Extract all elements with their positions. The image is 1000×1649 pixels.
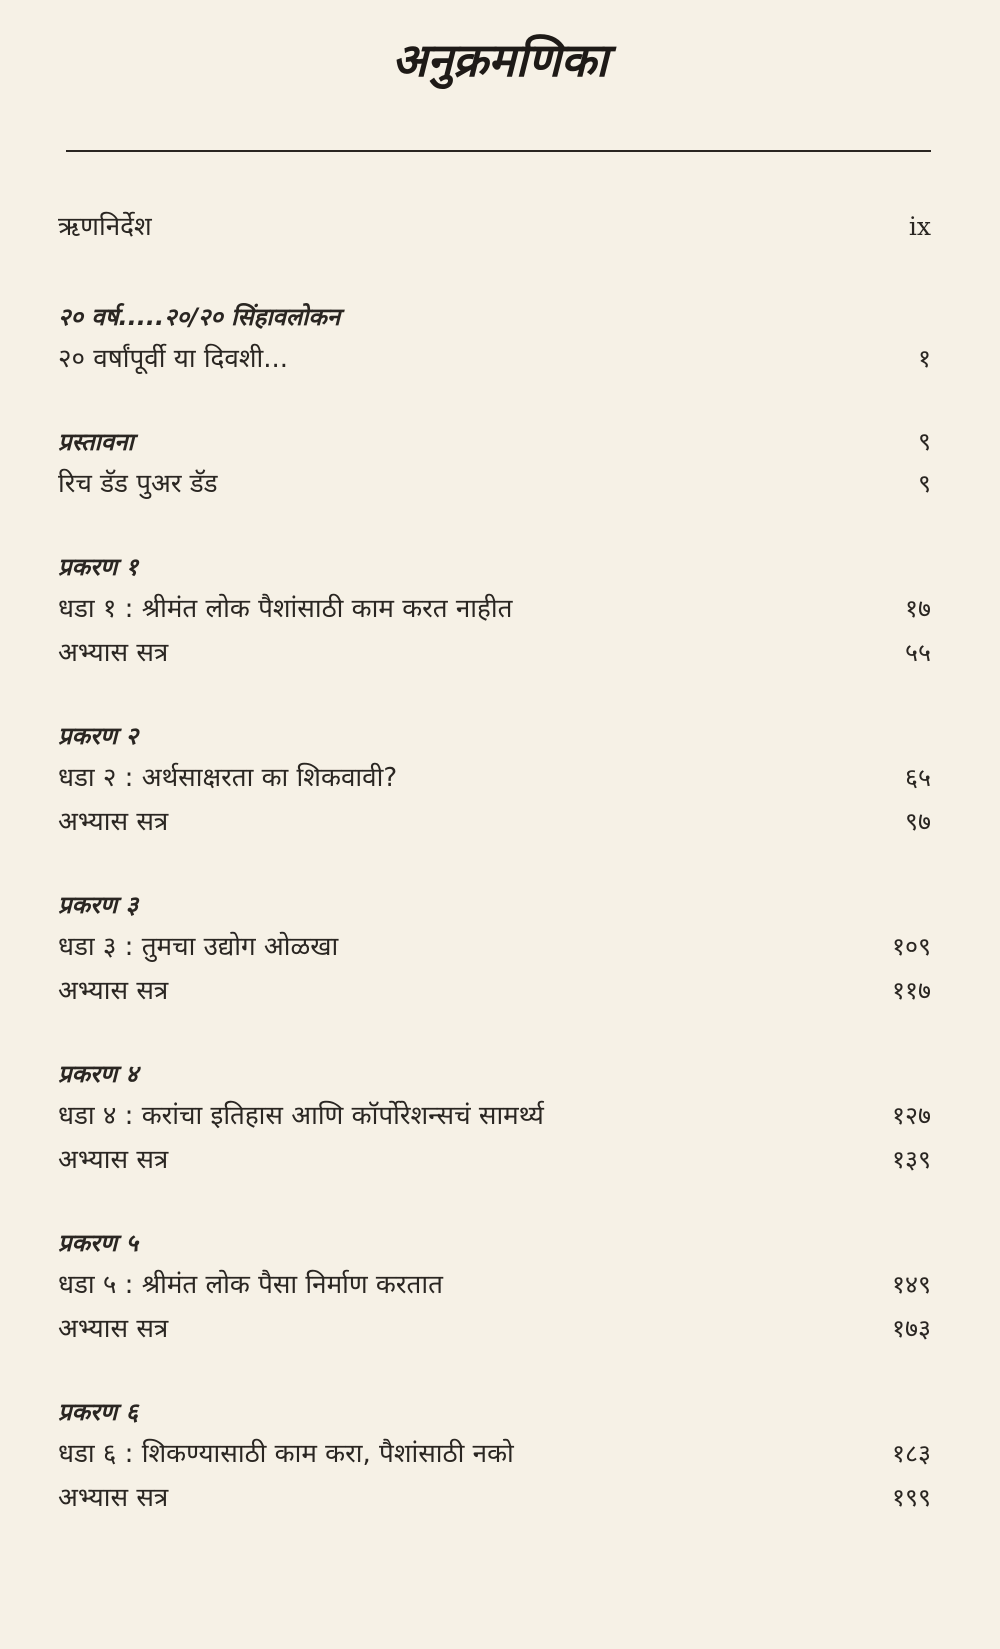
toc-entry-title: धडा १ : श्रीमंत लोक पैशांसाठी काम करत नाहीत xyxy=(58,594,513,624)
section-heading: प्रकरण १ xyxy=(58,553,139,581)
toc-entry-title: धडा ६ : शिकण्यासाठी काम करा, पैशांसाठी नको xyxy=(58,1439,514,1469)
toc-entry-title: अभ्यास सत्र xyxy=(58,1483,169,1513)
toc-entry-page: ९ xyxy=(917,469,931,498)
toc-entry[interactable] xyxy=(58,1476,931,1520)
toc-entry-page: १ xyxy=(917,344,931,373)
toc-entry[interactable] xyxy=(58,925,931,969)
toc-section xyxy=(58,1054,931,1182)
toc-entry-title: ऋणनिर्देश xyxy=(58,212,152,242)
toc-entry-page: १७३ xyxy=(891,1314,931,1343)
section-heading: प्रकरण ४ xyxy=(58,1060,139,1088)
toc-entry[interactable] xyxy=(58,1263,931,1307)
toc-section xyxy=(58,885,931,1013)
title-divider xyxy=(66,150,931,152)
toc-entry[interactable] xyxy=(58,631,931,675)
page-title: अनुक्रमणिका xyxy=(392,33,608,87)
toc-entry-page: १२७ xyxy=(891,1101,931,1130)
toc-entry-title: रिच डॅड पुअर डॅड xyxy=(58,469,218,499)
toc-list xyxy=(58,205,931,1561)
toc-entry[interactable] xyxy=(58,1138,931,1182)
section-heading: प्रकरण ६ xyxy=(58,1398,139,1426)
toc-entry-page: ११७ xyxy=(891,976,931,1005)
section-heading: प्रकरण ३ xyxy=(58,891,139,919)
toc-entry[interactable] xyxy=(58,1432,931,1476)
section-heading: प्रकरण ५ xyxy=(58,1229,139,1257)
toc-entry-page: १९९ xyxy=(891,1483,931,1512)
toc-entry-title: अभ्यास सत्र xyxy=(58,638,169,668)
toc-entry-title: अभ्यास सत्र xyxy=(58,807,169,837)
toc-entry-page: ६५ xyxy=(904,763,931,792)
toc-entry-page: ९७ xyxy=(904,807,931,836)
toc-entry[interactable] xyxy=(58,587,931,631)
toc-entry-page: १०९ xyxy=(891,932,931,961)
toc-section xyxy=(58,205,931,249)
toc-section xyxy=(58,547,931,675)
section-heading: प्रस्तावना xyxy=(58,428,134,456)
toc-section xyxy=(58,1392,931,1520)
toc-section xyxy=(58,716,931,844)
toc-entry[interactable] xyxy=(58,800,931,844)
toc-entry-title: धडा ५ : श्रीमंत लोक पैसा निर्माण करतात xyxy=(58,1270,443,1300)
toc-entry-page: ix xyxy=(908,212,931,241)
toc-entry-title: अभ्यास सत्र xyxy=(58,1314,169,1344)
toc-entry[interactable] xyxy=(58,462,931,506)
section-heading: २० वर्ष.....२०/२० सिंहावलोकन xyxy=(58,303,341,331)
toc-entry[interactable] xyxy=(58,1094,931,1138)
toc-entry[interactable] xyxy=(58,337,931,381)
section-heading-page: ९ xyxy=(917,427,931,456)
toc-entry-page: १७ xyxy=(904,594,931,623)
toc-entry-title: धडा २ : अर्थसाक्षरता का शिकवावी? xyxy=(58,763,398,793)
toc-entry-title: धडा ३ : तुमचा उद्योग ओळखा xyxy=(58,932,339,962)
toc-entry-page: ५५ xyxy=(904,638,931,667)
toc-section xyxy=(58,297,931,381)
toc-entry-title: अभ्यास सत्र xyxy=(58,976,169,1006)
toc-entry-title: धडा ४ : करांचा इतिहास आणि कॉर्पोरेशन्सचं सामर्थ्य xyxy=(58,1101,544,1131)
toc-entry-title: अभ्यास सत्र xyxy=(58,1145,169,1175)
toc-section xyxy=(58,422,931,506)
toc-entry[interactable] xyxy=(58,969,931,1013)
section-heading-row xyxy=(58,422,931,462)
toc-entry-page: १८३ xyxy=(891,1439,931,1468)
toc-entry[interactable] xyxy=(58,1307,931,1351)
toc-entry-title: २० वर्षांपूर्वी या दिवशी... xyxy=(58,344,289,374)
section-heading: प्रकरण २ xyxy=(58,722,139,750)
toc-entry[interactable] xyxy=(58,756,931,800)
toc-section xyxy=(58,1223,931,1351)
toc-entry[interactable] xyxy=(58,205,931,249)
toc-entry-page: १३९ xyxy=(891,1145,931,1174)
toc-entry-page: १४९ xyxy=(891,1270,931,1299)
